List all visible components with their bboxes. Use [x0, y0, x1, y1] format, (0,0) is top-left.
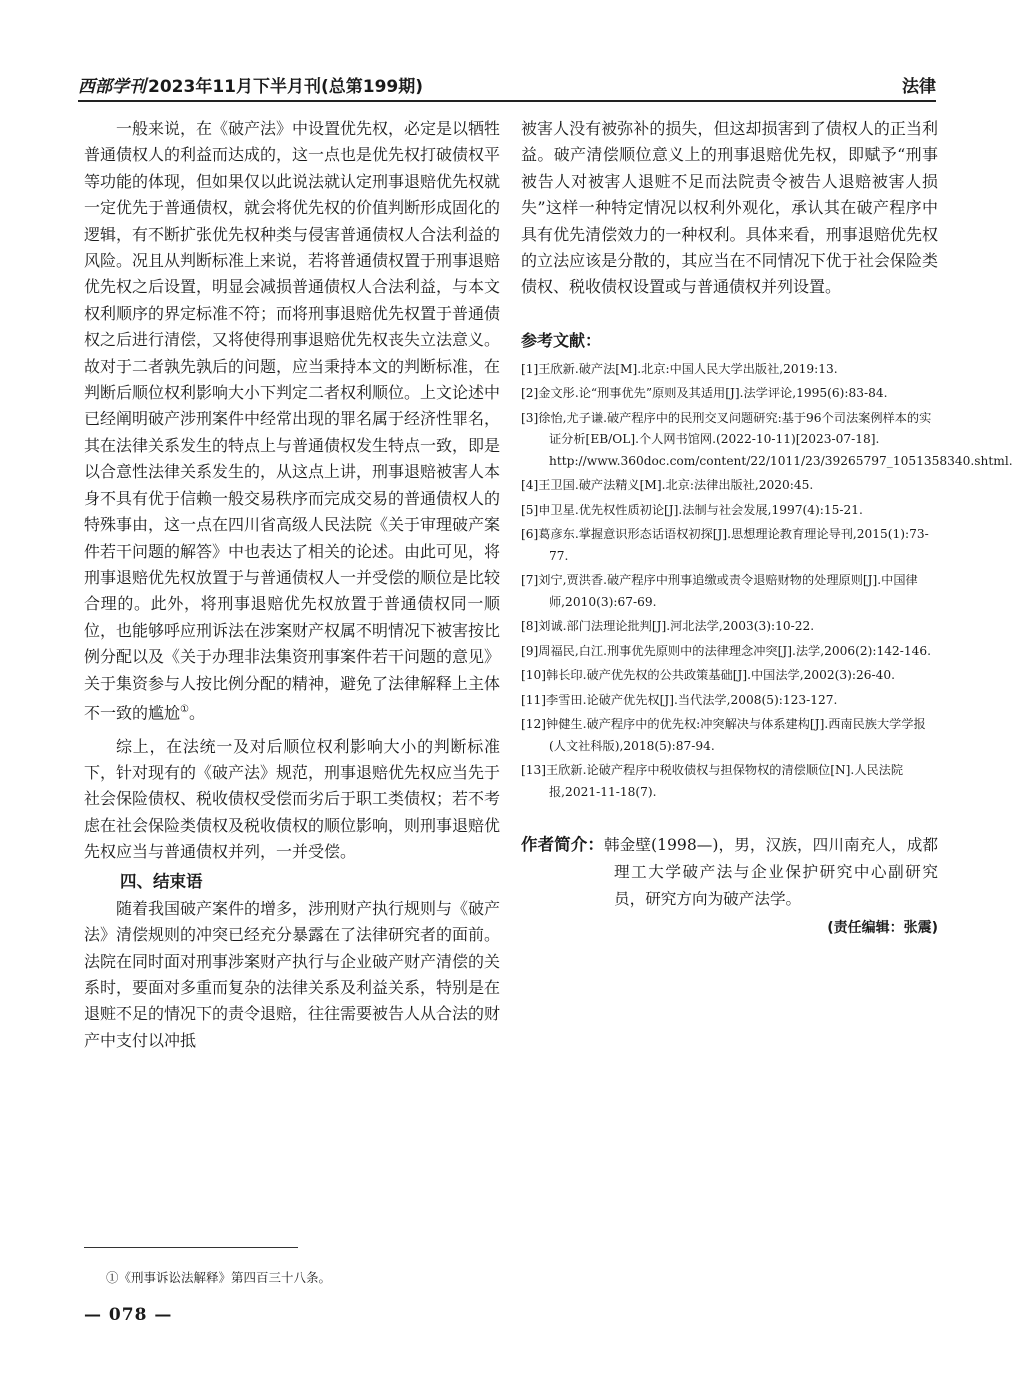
responsible-editor: (责任编辑：张震) — [827, 920, 938, 937]
footnote-mark: ① — [180, 703, 189, 715]
journal-title — [78, 72, 423, 97]
reference-item: [8]刘诚.部门法理论批判[J].河北法学,2003(3):10-22. — [521, 619, 815, 634]
section-label: 法律 — [902, 77, 936, 97]
footnote-divider — [84, 1247, 298, 1248]
reference-item: [4]王卫国.破产法精义[M].北京:法律出版社,2020:45. — [521, 478, 814, 493]
page-header — [78, 72, 936, 102]
reference-item: [12]钟健生.破产程序中的优先权:冲突解决与体系建构[J].西南民族大学学报(人文社科版),2018(5):87-94. — [521, 717, 926, 753]
reference-item: [5]申卫星.优先权性质初论[J].法制与社会发展,1997(4):15-21. — [521, 502, 863, 517]
reference-item: [2]金文彤.论“刑事优先”原则及其适用[J].法学评论,1995(6):83-84. — [521, 386, 888, 401]
references-list — [521, 359, 1013, 804]
references-title: 参考文献： — [521, 330, 602, 350]
body-paragraph: 随着我国破产案件的增多，涉刑财产执行规则与《破产法》清偿规则的冲突已经充分暴露在了法律研究者的面前。法院在同时面对刑事涉案财产执行与企业破产财产清偿的关系时，要面对多重而复杂的法律关系及利益关系，特别是在退赃不足的情况下的责令退赔，往往需要被告人从合法的财产中支付以冲抵 — [84, 898, 501, 1050]
body-paragraph: 综上，在法统一及对后顺位权利影响大小的判断标准下，针对现有的《破产法》规范，刑事退赔优先权应当先于社会保险债权、税收债权受偿而劣后于职工类债权；若不考虑在社会保险类债权及税收债权的顺位影响，则刑事退赔优先权应当与普通债权并列，一并受偿。 — [84, 736, 501, 862]
body-paragraph: 一般来说，在《破产法》中设置优先权，必定是以牺牲普通债权人的利益而达成的，这一点也是优先权打破债权平等功能的体现，但如果仅以此说法就认定刑事退赔优先权就一定优先于普通债权，就会将优先权的价值判断形成固化的逻辑，有不断扩张优先权种类与侵害普通债权人合法利益的风险。况且从判断标准上来说，若将普通债权置于刑事退赔优先权之后设置，明显会减损普通债权人合法利益，与本文权利顺序的界定标准不符；而将刑事退赔优先权置于普通债权之后进行清偿，又将使得刑事退赔优先权丧失立法意义。故对于二者孰先孰后的问题，应当秉持本文的判断标准，在判断后顺位权利影响大小下判定二者权利顺位。上文论述中已经阐明破产涉刑案件中经常出现的罪名属于经济性罪名，其在法律关系发生的特点上与普通债权发生特点一致，即是以合意性法律关系发生的，从这点上讲，刑事退赔被害人本身不具有优于信赖一般交易秩序而完成交易的普通债权人的特殊事由，这一点在四川省高级人民法院《关于审理破产案件若干问题的解答》中也表达了相关的论述。由此可见，将刑事退赔优先权放置于与普通债权人一并受偿的顺位是比较合理的。此外，将刑事退赔优先权放置于普通债权同一顺位，也能够呼应刑诉法在涉案财产权属不明情况下被害按比例分配以及《关于办理非法集资刑事案件若干问题的意见》关于集资参与人按比例分配的精神，避免了法律解释上主体不一致的尴尬①。 — [84, 119, 501, 723]
reference-item: [13]王欣新.论破产程序中税收债权与担保物权的清偿顺位[N].人民法院报,2021-11-18(7). — [521, 763, 904, 799]
issue-info: 2023年11月下半月刊(总第199期) — [148, 77, 423, 97]
section-heading: 四、结束语 — [120, 871, 203, 891]
reference-item: [1]王欣新.破产法[M].北京:中国人民大学出版社,2019:13. — [521, 361, 838, 376]
footnote: ①《刑事诉讼法解释》第四百三十八条。 — [106, 1270, 332, 1285]
body-paragraph: 被害人没有被弥补的损失，但这却损害到了债权人的正当利益。破产清偿顺位意义上的刑事退赔优先权，即赋予“刑事被告人对被害人退赃不足而法院责令被告人退赔被害人损失”这样一种特定情况以权利外观化，承认其在破产程序中具有优先清偿效力的一种权利。具体来看，刑事退赔优先权的立法应该是分散的，其应当在不同情况下优于社会保险类债权、税收债权设置或与普通债权并列设置。 — [521, 119, 938, 297]
left-column — [84, 116, 500, 1054]
reference-item: [6]葛彦东.掌握意识形态话语权初探[J].思想理论教育理论导刊,2015(1):73-77. — [521, 527, 929, 563]
author-label: 作者简介： — [521, 835, 604, 855]
reference-item: [7]刘宁,贾洪香.破产程序中刑事追缴或责令退赔财物的处理原则[J].中国律师,2010(3):67-69. — [521, 573, 918, 609]
author-text: 韩金壁(1998—)，男，汉族，四川南充人，成都理工大学破产法与企业保护研究中心副研究员，研究方向为破产法学。 — [603, 836, 939, 909]
reference-item: [11]李雪田.论破产优先权[J].当代法学,2008(5):123-127. — [521, 692, 838, 707]
author-bio — [521, 831, 938, 913]
reference-item: [9]周福民,白江.刑事优先原则中的法律理念冲突[J].法学,2006(2):142-146. — [521, 643, 931, 658]
reference-item: [3]徐怡,尤子谦.破产程序中的民刑交叉问题研究:基于96个司法案例样本的实证分析[EB/OL].个人网书馆网.(2022-10-11)[2023-07-18]. http://www.360doc.com/content/22/1011/23/39265797_1051358340.shtml. — [521, 410, 1013, 468]
reference-item: [10]韩长印.破产优先权的公共政策基础[J].中国法学,2002(3):26-40. — [521, 668, 895, 683]
right-column — [521, 116, 1013, 937]
page-number: — 078 — — [84, 1305, 173, 1325]
journal-logo: 西部学刊 — [78, 77, 146, 97]
